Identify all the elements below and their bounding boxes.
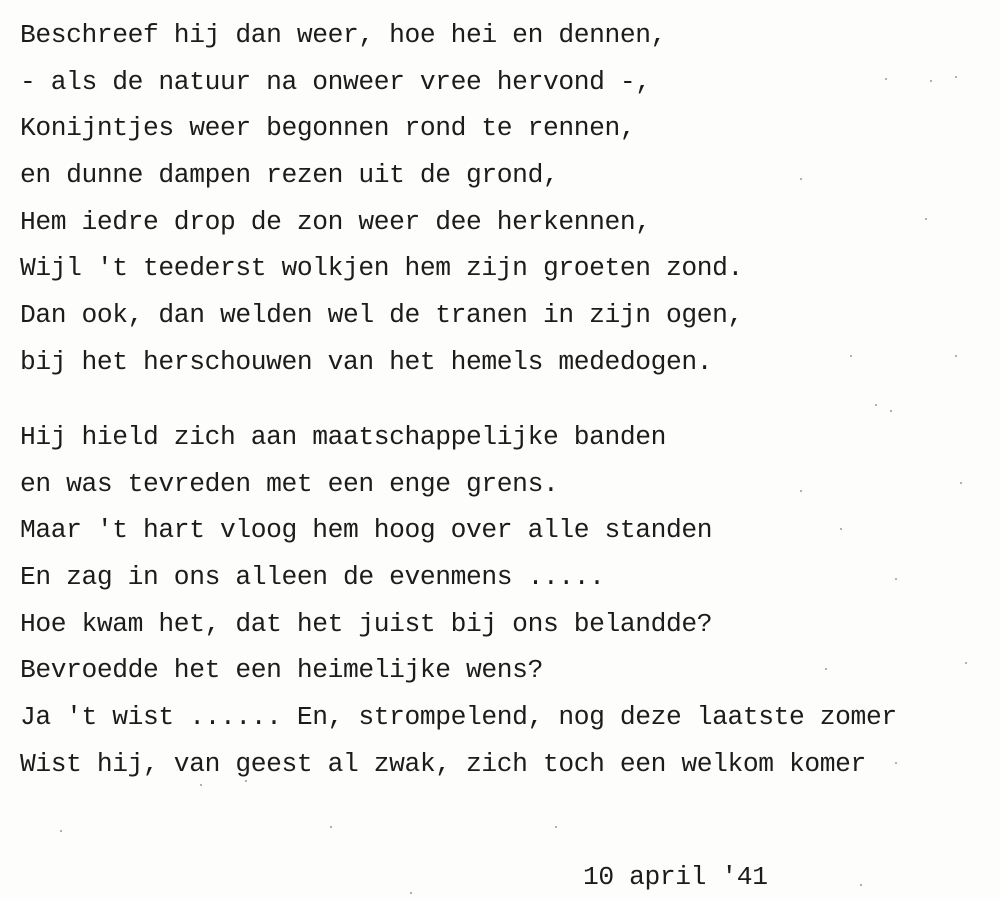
photocopy-speck: [800, 178, 802, 180]
photocopy-speck: [925, 218, 927, 220]
photocopy-speck: [955, 76, 957, 78]
photocopy-speck: [930, 80, 932, 82]
photocopy-speck: [850, 355, 852, 357]
photocopy-speck: [555, 826, 557, 828]
poem-date: 10 april '41: [583, 862, 768, 892]
photocopy-speck: [890, 410, 892, 412]
poem-line: Hem iedre drop de zon weer dee herkennen,: [20, 206, 651, 237]
stanza-2: [20, 414, 897, 788]
photocopy-speck: [410, 892, 412, 894]
photocopy-speck: [895, 762, 897, 764]
poem-line: Dan ook, dan welden wel de tranen in zijn ogen,: [20, 300, 743, 331]
poem-line: - als de natuur na onweer vree hervond -,: [20, 66, 651, 97]
photocopy-speck: [955, 355, 957, 357]
photocopy-speck: [895, 578, 897, 580]
poem-line: Hij hield zich aan maatschappelijke banden: [20, 422, 666, 452]
photocopy-speck: [965, 662, 967, 664]
photocopy-speck: [960, 482, 962, 484]
poem-line: Wijl 't teederst wolkjen hem zijn groeten zond.: [20, 253, 743, 284]
photocopy-speck: [840, 528, 842, 530]
poem-line: En zag in ons alleen de evenmens .....: [20, 562, 605, 593]
poem-line: bij het herschouwen van het hemels mededogen.: [20, 346, 713, 377]
poem-line: Maar 't hart vloog hem hoog over alle standen: [20, 515, 713, 546]
photocopy-speck: [330, 826, 332, 828]
photocopy-speck: [245, 780, 247, 782]
photocopy-speck: [860, 884, 862, 886]
photocopy-speck: [885, 78, 887, 80]
photocopy-speck: [825, 668, 827, 670]
poem-line: Wist hij, van geest al zwak, zich toch een welkom komer: [20, 748, 866, 779]
poem-line: Konijntjes weer begonnen rond te rennen,: [20, 113, 636, 144]
poem-line: Ja 't wist ...... En, strompelend, nog deze laatste zomer: [20, 702, 897, 733]
photocopy-speck: [60, 830, 62, 832]
poem-line: en was tevreden met een enge grens.: [20, 468, 559, 499]
poem-line: Bevroedde het een heimelijke wens?: [20, 655, 543, 686]
poem-line: Hoe kwam het, dat het juist bij ons belandde?: [20, 608, 713, 639]
photocopy-speck: [800, 490, 802, 492]
stanza-1: [20, 12, 743, 386]
photocopy-speck: [200, 784, 202, 786]
photocopy-speck: [875, 404, 877, 406]
poem-line: Beschreef hij dan weer, hoe hei en dennen,: [20, 20, 666, 50]
poem-line: en dunne dampen rezen uit de grond,: [20, 160, 559, 191]
